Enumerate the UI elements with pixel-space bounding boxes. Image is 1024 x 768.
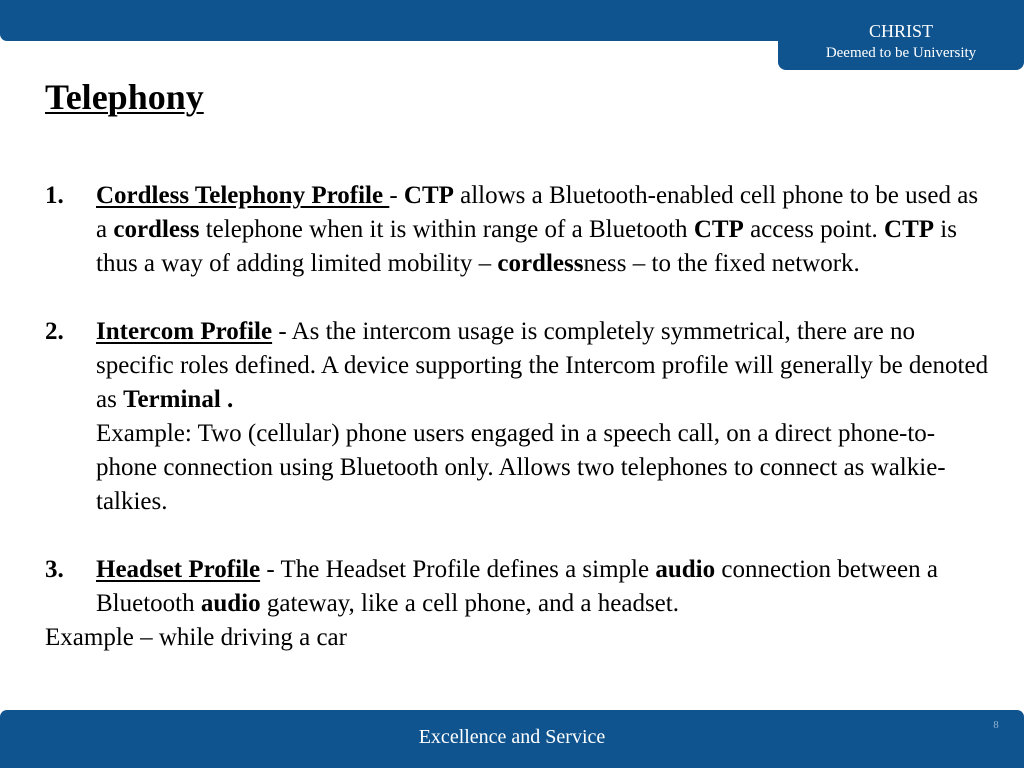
brand-name: CHRIST xyxy=(868,21,933,41)
item-bold-text: cordless xyxy=(113,216,200,243)
list-item-headset xyxy=(45,553,995,621)
footer-motto: Excellence and Service xyxy=(418,726,606,748)
example-text: Example: Two (cellular) phone users engaged in a speech call, on a direct phone-to-phone connection using Bluetooth only. Allows two telephones to connect as walkie-talkies. xyxy=(96,420,946,515)
list-number: 1. xyxy=(45,182,64,209)
item-bold-text: audio xyxy=(200,590,261,617)
spacer xyxy=(45,519,995,553)
item-bold-text: audio xyxy=(655,556,716,583)
item-bold-text: Terminal . xyxy=(123,386,234,413)
item-text: telephone when it is within range of a Bluetooth xyxy=(199,216,694,243)
item-text: access point. xyxy=(743,216,885,243)
item-bold-text: CTP xyxy=(403,182,454,209)
term-intercom: Intercom Profile xyxy=(96,318,273,345)
term-ctp: Cordless Telephony Profile xyxy=(96,182,390,209)
list-number: 2. xyxy=(45,318,64,345)
list-item-ctp xyxy=(45,179,995,281)
item-text: - As the intercom usage is completely symmetrical, there are no specific roles defined. A device supporting the Intercom profile will generally be denoted as xyxy=(96,318,989,413)
item-bold-text: CTP xyxy=(884,216,935,243)
university-brand xyxy=(778,0,1024,70)
item-bold-text: CTP xyxy=(693,216,744,243)
item-text: - xyxy=(389,182,404,209)
footer-bar xyxy=(0,710,1024,768)
term-headset: Headset Profile xyxy=(96,556,261,583)
slide-body xyxy=(45,179,995,655)
item-text: allows a Bluetooth-enabled cell phone to be used as a xyxy=(96,182,979,243)
list-number: 3. xyxy=(45,556,64,583)
item-text: connection between a Bluetooth xyxy=(96,556,938,617)
spacer xyxy=(45,281,995,315)
list-item-intercom xyxy=(45,315,995,519)
slide-title: Telephony xyxy=(45,77,204,117)
item-bold-text: cordless xyxy=(497,250,584,277)
item-text: - The Headset Profile defines a simple xyxy=(260,556,656,583)
brand-subtitle: Deemed to be University xyxy=(825,45,977,61)
item-text: gateway, like a cell phone, and a headset. xyxy=(260,590,679,617)
item-text: ness – to the fixed network. xyxy=(583,250,860,277)
item-text: is thus a way of adding limited mobility – xyxy=(96,216,957,277)
page-number: 8 xyxy=(993,719,999,731)
trailing-example: Example – while driving a car xyxy=(45,624,347,651)
